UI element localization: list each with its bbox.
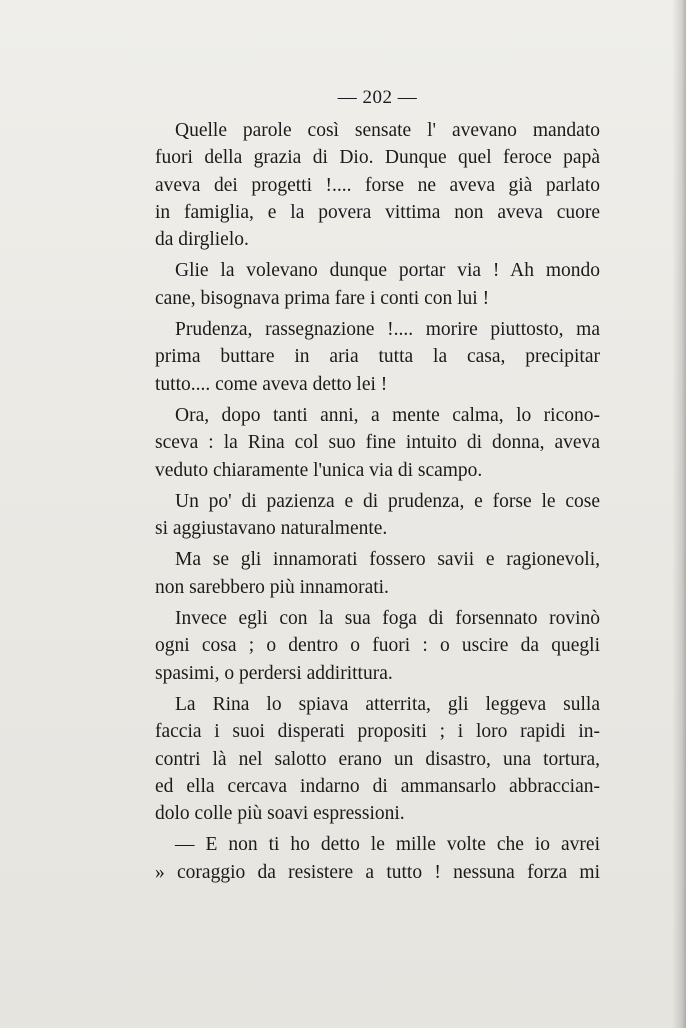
text-line: Ma se gli innamorati fossero savii e ragionevoli, [175, 549, 600, 571]
text-line: cane, bisognava prima fare i conti con lui ! [155, 287, 490, 309]
text-line: non sarebbero più innamorati. [155, 576, 389, 598]
paragraph [155, 488, 600, 543]
text-line: fuori della grazia di Dio. Dunque quel feroce papà [155, 147, 600, 169]
text-line: Prudenza, rassegnazione !.... morire piuttosto, ma [175, 319, 600, 341]
text-line: Ora, dopo tanti anni, a mente calma, lo ricono- [175, 404, 600, 426]
text-line: » coraggio da resistere a tutto ! nessuna forza mi [155, 861, 600, 883]
text-line: dolo colle più soavi espressioni. [155, 803, 405, 825]
text-line: — E non ti ho detto le mille volte che io avrei [175, 834, 600, 856]
text-line: Glie la volevano dunque portar via ! Ah mondo [175, 260, 600, 282]
page-number: — 202 — [337, 87, 418, 108]
paragraph [155, 546, 600, 601]
text-line: ogni cosa ; o dentro o fuori : o uscire da quegli [155, 635, 600, 657]
text-line: Invece egli con la sua foga di forsennato rovinò [175, 608, 600, 630]
text-line: veduto chiaramente l'unica via di scampo. [155, 459, 483, 481]
body-text [155, 117, 600, 890]
paragraph [155, 691, 600, 827]
text-line: Quelle parole così sensate l' avevano mandato [175, 120, 600, 141]
page-edge-shadow [672, 0, 686, 1028]
paragraph [155, 257, 600, 312]
text-line: faccia i suoi disperati propositi ; i loro rapidi in- [155, 721, 600, 743]
text-line: La Rina lo spiava atterrita, gli leggeva sulla [175, 693, 600, 715]
text-line: prima buttare in aria tutta la casa, precipitar [155, 346, 600, 368]
text-line: si aggiustavano naturalmente. [155, 518, 388, 540]
text-line: sceva : la Rina col suo fine intuito di donna, aveva [155, 432, 600, 454]
paragraph [155, 402, 600, 484]
text-line: aveva dei progetti !.... forse ne aveva già parlato [155, 174, 600, 196]
text-line: contri là nel salotto erano un disastro, una tortura, [155, 748, 600, 770]
paragraph [155, 831, 600, 886]
text-line: tutto.... come aveva detto lei ! [155, 373, 388, 395]
text-line: da dirglielo. [155, 229, 249, 251]
text-line: Un po' di pazienza e di prudenza, e forse le cose [175, 490, 600, 512]
text-line: ed ella cercava indarno di ammansarlo abbraccian- [155, 775, 600, 797]
text-line: in famiglia, e la povera vittima non aveva cuore [155, 201, 600, 223]
paragraph [155, 316, 600, 398]
paragraph [155, 117, 600, 253]
text-line: spasimi, o perdersi addirittura. [155, 662, 393, 684]
paragraph [155, 605, 600, 687]
